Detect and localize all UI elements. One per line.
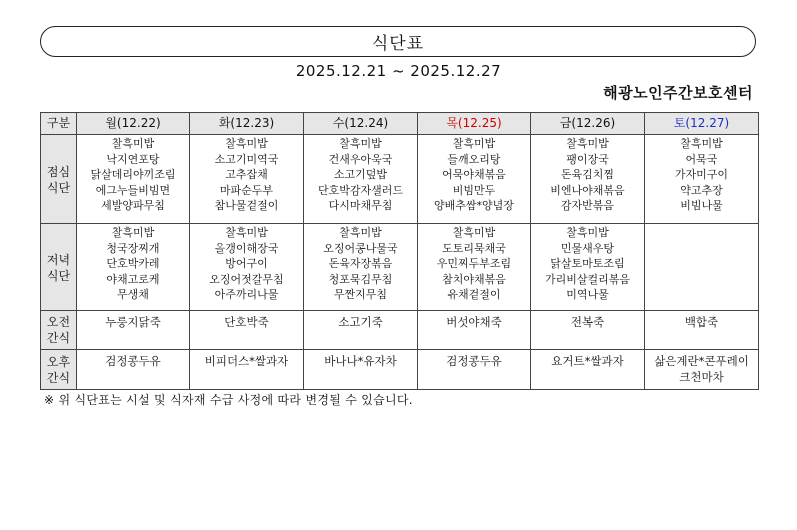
day-header-thu: 목(12.25) [418, 113, 531, 135]
menu-item: 찰흑미밥 [452, 226, 496, 239]
menu-cell-lunch-mon [77, 135, 190, 224]
menu-item: 마파순두부 [219, 183, 274, 197]
page-title: 식단표 [371, 34, 425, 54]
row-label-lunch [41, 135, 77, 224]
menu-item: 들깨오리탕 [447, 152, 501, 166]
menu-item: 누룽지닭죽 [105, 315, 161, 329]
menu-item: 올갱이해장국 [214, 241, 279, 255]
day-header-tue: 화(12.23) [190, 113, 304, 135]
date-range: 2025.12.21 ~ 2025.12.27 [295, 62, 502, 80]
menu-cell-snack-pm-thu [418, 350, 531, 390]
menu-item: 약고추장 [680, 183, 723, 197]
menu-item: 청포묵김무침 [328, 272, 393, 286]
menu-item: 도토리묵채국 [442, 241, 506, 255]
menu-item: 민물새우탕 [560, 241, 615, 255]
menu-item: 돈육김치찜 [560, 168, 615, 182]
menu-item: 찰흑미밥 [339, 137, 382, 150]
menu-item: 찰흑미밥 [225, 137, 268, 150]
menu-item: 요거트*쌀과자 [551, 354, 624, 368]
menu-cell-lunch-thu [418, 135, 531, 224]
menu-item: 찰흑미밥 [225, 226, 268, 239]
menu-item: 소고기미역국 [214, 152, 279, 166]
menu-cell-dinner-sat [645, 224, 759, 311]
menu-item: 비피더스*쌀과자 [204, 354, 289, 368]
menu-item: 감자반볶음 [560, 199, 615, 213]
day-header-wed: 수(12.24) [304, 113, 418, 135]
menu-cell-dinner-tue [190, 224, 304, 311]
menu-item: 건새우아욱국 [328, 152, 393, 166]
menu-item: 소고기죽 [338, 315, 383, 329]
weekly-menu-table [40, 112, 759, 390]
menu-cell-snack-pm-sat [645, 350, 759, 390]
menu-cell-lunch-wed [304, 135, 418, 224]
menu-item: 양배추쌈*양념장 [434, 199, 514, 213]
day-header-sat: 토(12.27) [645, 113, 759, 135]
menu-cell-dinner-fri [531, 224, 645, 311]
row-label-text: 점심 [46, 164, 71, 179]
menu-item: 찰흑미밥 [680, 137, 723, 150]
menu-cell-snack-am-sat [645, 311, 759, 350]
menu-item: 다시마채무침 [328, 199, 393, 213]
menu-cell-snack-pm-wed [304, 350, 418, 390]
menu-cell-lunch-tue [190, 135, 304, 224]
menu-cell-snack-am-tue [190, 311, 304, 350]
menu-item: 닭살데리야끼조림 [90, 168, 176, 182]
menu-cell-snack-pm-tue [190, 350, 304, 390]
row-label-snack-am [41, 311, 77, 350]
footer-note: ※ 위 식단표는 시설 및 식자재 수급 사정에 따라 변경될 수 있습니다. [44, 393, 413, 407]
menu-item: 참치야채볶음 [442, 272, 506, 286]
menu-cell-snack-am-fri [531, 311, 645, 350]
menu-item: 검정콩두유 [446, 354, 502, 368]
menu-item: 유채겉절이 [447, 288, 501, 302]
menu-item: 찰흑미밥 [111, 226, 155, 239]
row-label-snack-pm [41, 350, 77, 390]
menu-item: 팽이장국 [566, 152, 609, 166]
menu-item: 가자미구이 [674, 168, 729, 182]
corner-label: 구분 [41, 113, 77, 135]
menu-item: 참나물겉절이 [214, 199, 279, 213]
row-label-text: 저녁 [46, 252, 71, 267]
row-label-text: 식단 [46, 268, 71, 283]
menu-item: 오징어젓갈무침 [209, 272, 284, 286]
menu-item: 어묵국 [685, 152, 718, 166]
menu-item: 바나나*유자차 [324, 354, 397, 368]
menu-cell-dinner-wed [304, 224, 418, 311]
menu-item: 돈육자장볶음 [328, 257, 393, 271]
menu-item: 방어구이 [225, 257, 268, 271]
menu-cell-snack-pm-fri [531, 350, 645, 390]
menu-item: 에그누들비빔면 [95, 183, 171, 197]
menu-item: 낙지연포탕 [106, 152, 160, 166]
menu-item: 가리비살컬리볶음 [544, 272, 630, 286]
menu-item: 닭살토마토조림 [550, 257, 625, 271]
menu-item: 버섯야채죽 [446, 315, 502, 329]
menu-cell-dinner-mon [77, 224, 190, 311]
menu-item: 단호박죽 [224, 315, 269, 329]
menu-item: 무짠지무침 [333, 288, 388, 302]
menu-item: 세발양파무침 [101, 199, 165, 213]
day-header-row [41, 113, 759, 135]
menu-item: 비빔나물 [680, 199, 723, 213]
row-snack-am [41, 311, 759, 350]
row-label-text: 오전 [46, 315, 71, 329]
menu-cell-snack-pm-mon [77, 350, 190, 390]
menu-item: 검정콩두유 [105, 354, 161, 368]
menu-item: 단호박카레 [106, 257, 160, 271]
row-label-text: 간식 [46, 331, 71, 345]
menu-item: 찰흑미밥 [566, 226, 609, 239]
menu-item: 백합죽 [684, 315, 719, 329]
menu-item: 삶은계란*콘푸레이 [654, 354, 749, 368]
menu-item: 비빔만두 [452, 183, 496, 197]
menu-item: 단호박감자샐러드 [317, 183, 403, 197]
menu-cell-dinner-thu [418, 224, 531, 311]
row-label-text: 오후 [46, 354, 71, 369]
menu-title-banner [40, 26, 756, 57]
menu-cell-lunch-fri [531, 135, 645, 224]
menu-item: 찰흑미밥 [111, 137, 155, 150]
menu-cell-snack-am-mon [77, 311, 190, 350]
menu-item: 크천마차 [679, 369, 724, 384]
day-header-fri: 금(12.26) [531, 113, 645, 135]
row-label-dinner [41, 224, 77, 311]
menu-item: 찰흑미밥 [339, 226, 382, 239]
menu-item: 찰흑미밥 [566, 137, 609, 150]
menu-item: 우민찌두부조림 [436, 257, 512, 271]
menu-item: 소고기덮밥 [333, 168, 388, 182]
menu-item: 미역나물 [566, 288, 609, 302]
menu-item: 찰흑미밥 [452, 137, 496, 150]
menu-item: 아주까리나물 [214, 288, 279, 302]
menu-cell-snack-am-thu [418, 311, 531, 350]
menu-item: 무생채 [117, 288, 149, 302]
menu-item: 어묵야채볶음 [442, 168, 506, 182]
center-name: 해광노인주간보호센터 [603, 84, 753, 102]
row-snack-pm [41, 350, 759, 390]
menu-item: 청국장찌개 [106, 241, 160, 255]
row-label-text: 식단 [46, 180, 71, 195]
row-dinner [41, 224, 759, 311]
menu-item: 고추잡채 [225, 168, 268, 182]
menu-item: 전복죽 [570, 315, 605, 329]
menu-item: 오징어콩나물국 [323, 241, 398, 255]
row-label-text: 간식 [46, 370, 71, 385]
menu-item: 야채고로케 [106, 272, 160, 286]
menu-item: 비엔나야채볶음 [550, 183, 625, 197]
row-lunch [41, 135, 759, 224]
day-header-mon: 월(12.22) [77, 113, 190, 135]
menu-cell-lunch-sat [645, 135, 759, 224]
menu-cell-snack-am-wed [304, 311, 418, 350]
